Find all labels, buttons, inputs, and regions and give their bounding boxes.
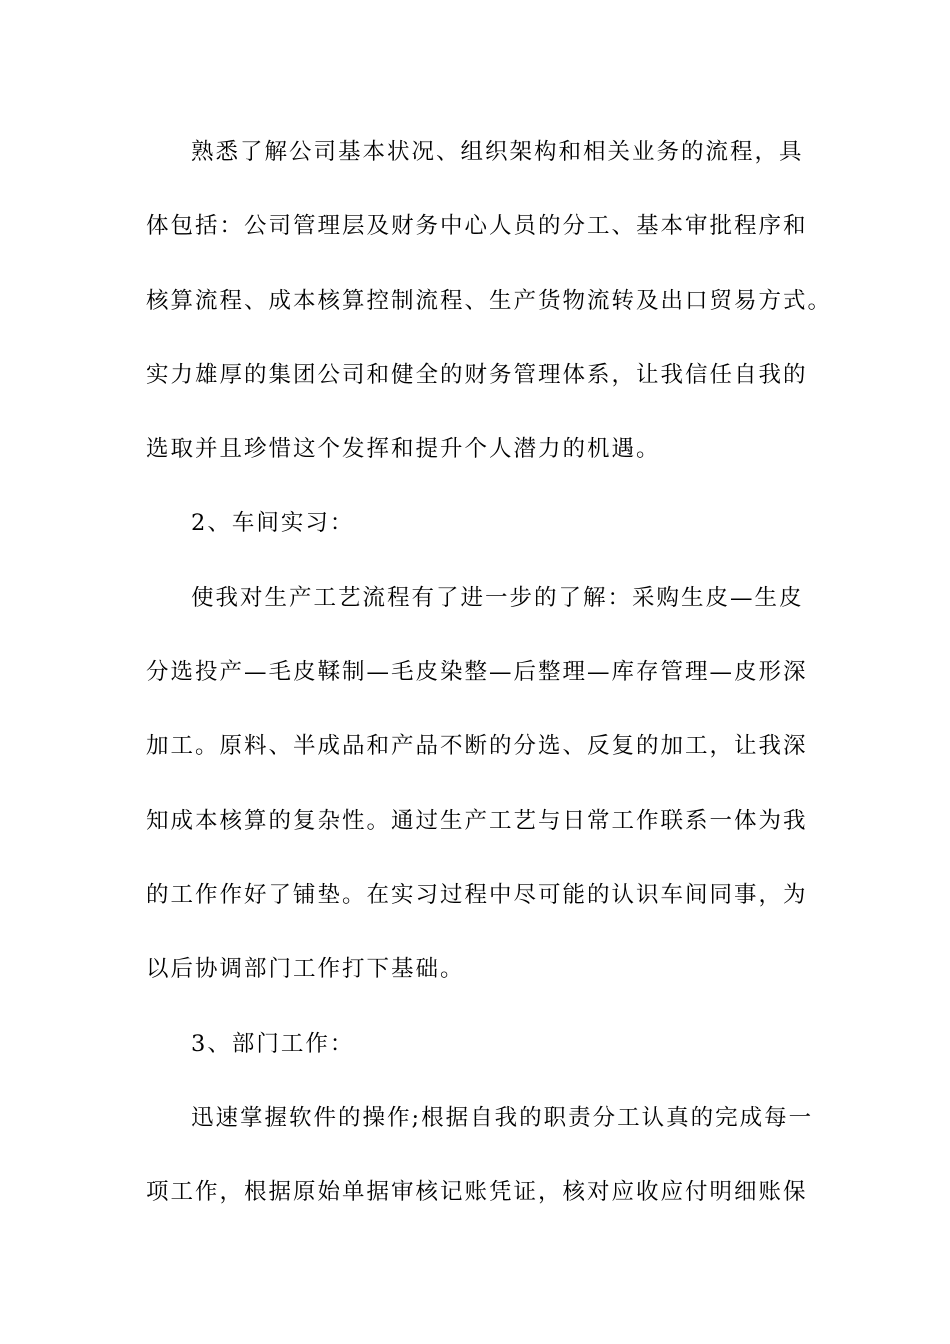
text-line: 分选投产—毛皮鞣制—毛皮染整—后整理—库存管理—皮形深 <box>146 659 808 686</box>
text-line: 的工作作好了铺垫。在实习过程中尽可能的认识车间同事，为 <box>146 881 808 908</box>
text-line: 核算流程、成本核算控制流程、生产货物流转及出口贸易方式。 <box>146 287 833 314</box>
text-line: 以后协调部门工作打下基础。 <box>146 956 465 983</box>
text-line: 加工。原料、半成品和产品不断的分选、反复的加工，让我深 <box>146 733 808 760</box>
text-line: 体包括：公司管理层及财务中心人员的分工、基本审批程序和 <box>146 213 808 240</box>
text-line: 迅速掌握软件的操作;根据自我的职责分工认真的完成每一 <box>191 1104 814 1131</box>
section-heading: 3、部门工作： <box>191 1030 355 1057</box>
text-line: 知成本核算的复杂性。通过生产工艺与日常工作联系一体为我 <box>146 807 808 834</box>
text-line: 实力雄厚的集团公司和健全的财务管理体系，让我信任自我的 <box>146 361 808 388</box>
body-text <box>146 128 833 1242</box>
text-line: 选取并且珍惜这个发挥和提升个人潜力的机遇。 <box>146 436 661 463</box>
text-line: 熟悉了解公司基本状况、组织架构和相关业务的流程，具 <box>191 139 804 165</box>
section-heading: 2、车间实习： <box>191 510 355 537</box>
text-line: 项工作，根据原始单据审核记账凭证，核对应收应付明细账保 <box>146 1179 808 1206</box>
text-line: 使我对生产工艺流程有了进一步的了解：采购生皮—生皮 <box>191 584 804 611</box>
